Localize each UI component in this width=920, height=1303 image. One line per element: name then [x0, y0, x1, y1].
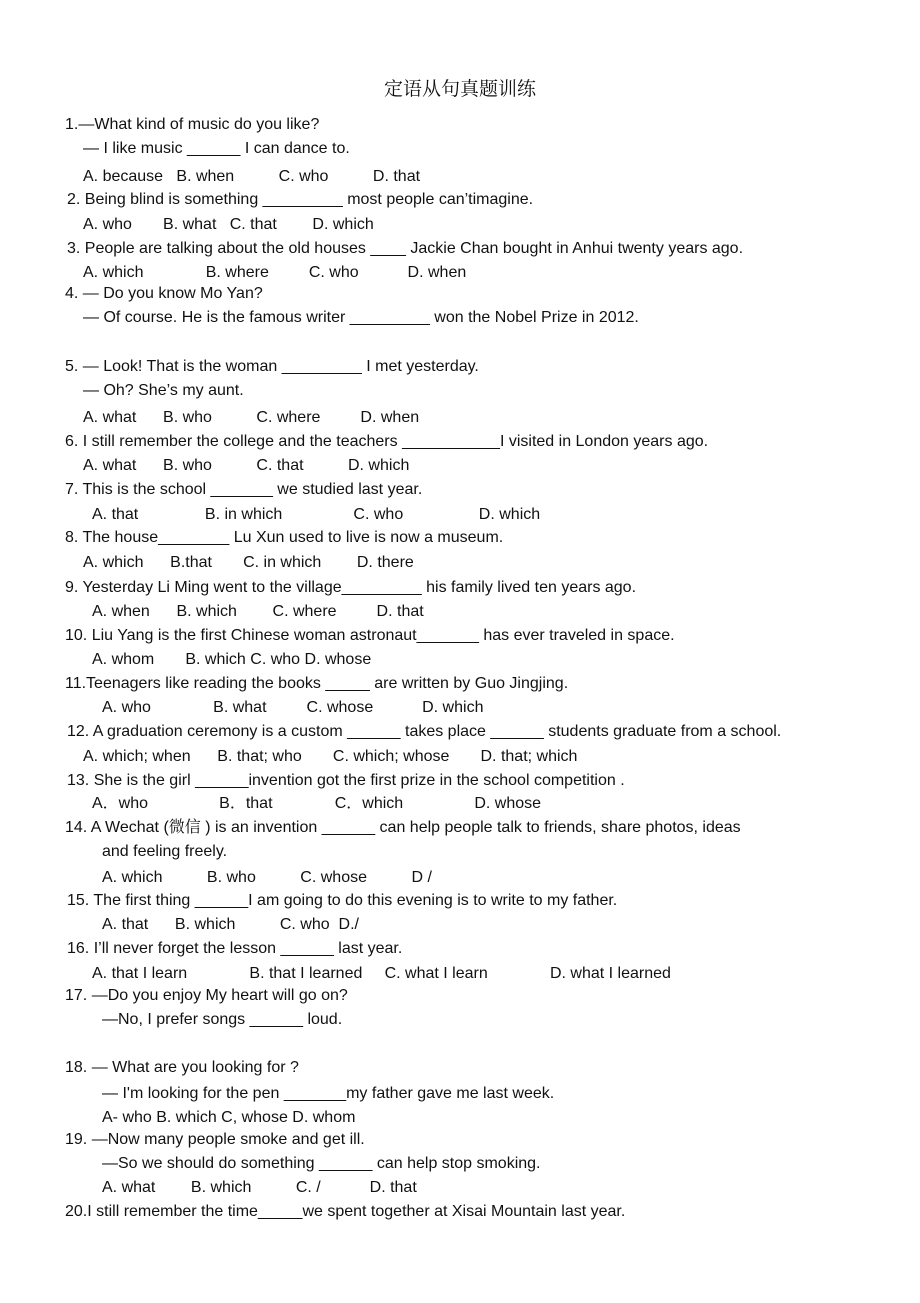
- question-6-stem: 6. I still remember the college and the teachers ___________I visited in London years ago.: [65, 433, 709, 450]
- question-14-stem: 14. A Wechat (微信 ) is an invention ______ can help people talk to friends, share photos, ideas: [65, 819, 741, 836]
- question-10-options: A. whom B. which C. who D. whose: [92, 651, 372, 668]
- question-11-options: A. who B. what C. whose D. which: [102, 699, 484, 716]
- question-4-stem: 4. — Do you know Mo Yan?: [65, 285, 263, 302]
- question-19-options: A. what B. which C. / D. that: [102, 1179, 417, 1196]
- question-18-stem: 18. — What are you looking for ?: [65, 1059, 299, 1076]
- question-16-options: A. that I learn B. that I learned C. what I learn D. what I learned: [92, 965, 671, 982]
- question-13-options: A．who B．that C．which D. whose: [92, 795, 542, 812]
- question-5-stem: 5. — Look! That is the woman _________ I met yesterday.: [65, 358, 479, 375]
- question-8-options: A. which B.that C. in which D. there: [83, 554, 414, 571]
- question-20-stem: 20.I still remember the time_____we spent together at Xisai Mountain last year.: [65, 1203, 626, 1220]
- question-17-reply: —No, I prefer songs ______ loud.: [102, 1011, 343, 1028]
- question-3-stem: 3. People are talking about the old houses ____ Jackie Chan bought in Anhui twenty years ago.: [67, 240, 744, 257]
- question-18-reply: — I'm looking for the pen _______my father gave me last week.: [102, 1085, 555, 1102]
- question-7-options: A. that B. in which C. who D. which: [92, 506, 541, 523]
- question-12-stem: 12. A graduation ceremony is a custom ______ takes place ______ students graduate from a school.: [67, 723, 782, 740]
- question-10-stem: 10. Liu Yang is the first Chinese woman astronaut_______ has ever traveled in space.: [65, 627, 675, 644]
- question-7-stem: 7. This is the school _______ we studied last year.: [65, 481, 423, 498]
- question-19-stem: 19. —Now many people smoke and get ill.: [65, 1131, 365, 1148]
- question-9-options: A. when B. which C. where D. that: [92, 603, 424, 620]
- question-19-reply: —So we should do something ______ can help stop smoking.: [102, 1155, 541, 1172]
- question-11-stem: 11.Teenagers like reading the books _____ are written by Guo Jingjing.: [65, 675, 569, 692]
- question-3-options: A. which B. where C. who D. when: [83, 264, 467, 281]
- question-8-stem: 8. The house________ Lu Xun used to live is now a museum.: [65, 529, 504, 546]
- question-14-options: A. which B. who C. whose D /: [102, 869, 432, 886]
- question-15-options: A. that B. which C. who D./: [102, 916, 359, 933]
- question-9-stem: 9. Yesterday Li Ming went to the village_________ his family lived ten years ago.: [65, 579, 637, 596]
- question-1-options: A. because B. when C. who D. that: [83, 168, 421, 185]
- question-14-stem-continued: and feeling freely.: [102, 843, 228, 860]
- question-2-options: A. who B. what C. that D. which: [83, 216, 374, 233]
- question-4-reply: — Of course. He is the famous writer _________ won the Nobel Prize in 2012.: [83, 309, 639, 326]
- question-15-stem: 15. The first thing ______I am going to do this evening is to write to my father.: [67, 892, 618, 909]
- question-5-reply: — Oh? She’s my aunt.: [83, 382, 244, 399]
- question-18-options: A- who B. which C, whose D. whom: [102, 1109, 356, 1126]
- question-12-options: A. which; when B. that; who C. which; whose D. that; which: [83, 748, 578, 765]
- question-2-stem: 2. Being blind is something _________ most people can’timagine.: [67, 191, 534, 208]
- question-1-stem: 1.—What kind of music do you like?: [65, 116, 320, 133]
- question-6-options: A. what B. who C. that D. which: [83, 457, 410, 474]
- page-title: 定语从句真题训练: [383, 78, 536, 100]
- question-5-options: A. what B. who C. where D. when: [83, 409, 420, 426]
- question-17-stem: 17. —Do you enjoy My heart will go on?: [65, 987, 348, 1004]
- question-13-stem: 13. She is the girl ______invention got the first prize in the school competition .: [67, 772, 625, 789]
- question-16-stem: 16. I’ll never forget the lesson ______ last year.: [67, 940, 403, 957]
- question-1-reply: — I like music ______ I can dance to.: [83, 140, 350, 157]
